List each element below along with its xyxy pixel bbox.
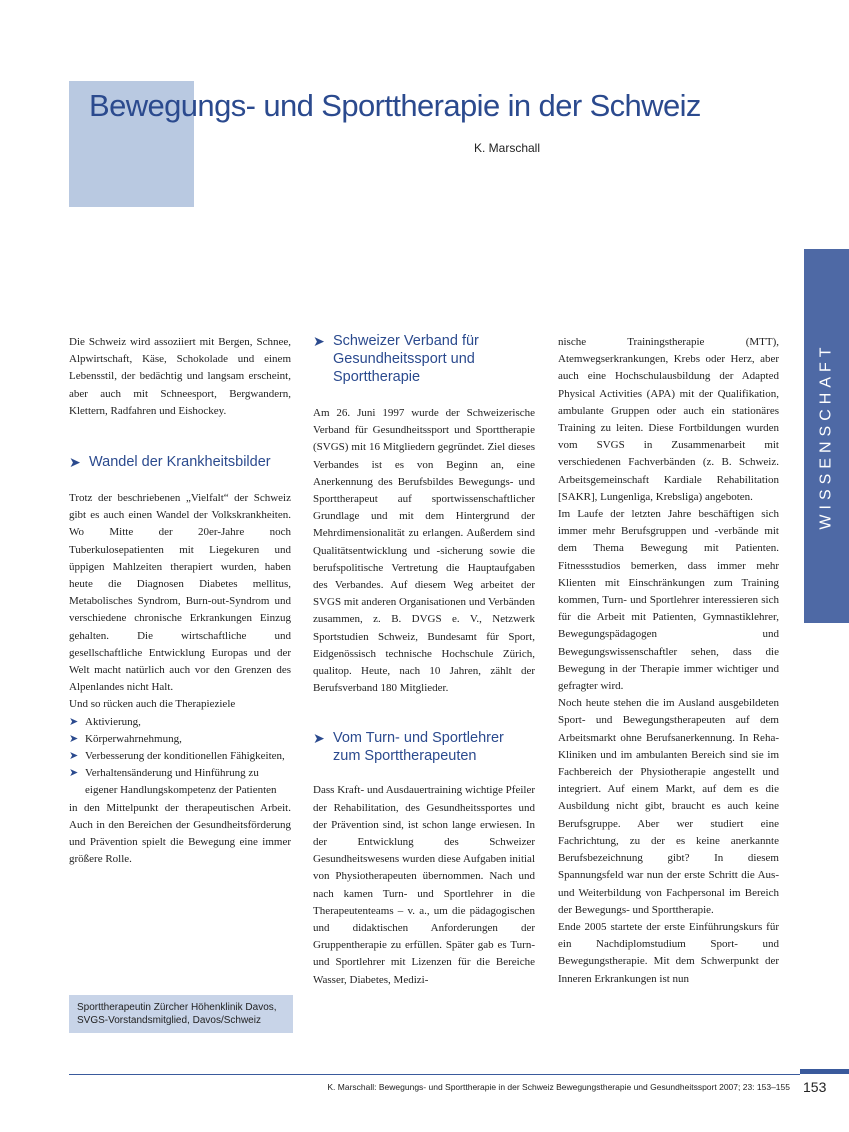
author-affiliation-box	[69, 995, 293, 1033]
section-heading-verband	[313, 332, 535, 386]
section-heading-turnlehrer	[313, 729, 535, 765]
footer-rule	[69, 1074, 800, 1075]
arrow-bullet-icon: ➤	[69, 732, 79, 745]
body-paragraph: Ende 2005 startete der erste Einführungskurs für ein Nachdiplomstudium Sport- und Bewegungstherapie. Mit dem Schwerpunkt der Inneren Erkrankungen ist nun	[558, 920, 779, 985]
column-1	[69, 334, 291, 868]
page-number-bar	[800, 1069, 849, 1074]
affiliation-line: Sporttherapeutin Zürcher Höhenklinik Davos,	[77, 1002, 277, 1013]
body-paragraph: in den Mittelpunkt der therapeutischen Arbeit. Auch in den Bereichen der Gesundheitsförderung und Prävention spielt die Bewegung eine immer größere Rolle.	[69, 801, 291, 866]
body-paragraph: Noch heute stehen die im Ausland ausgebildeten Sport- und Bewegungstherapeuten auf dem Arbeitsmarkt ohne Berufsanerkennung. In Reha-Kliniken und im ambulanten Bereich sind sie im Fachbereich der Physiotherapie angestellt und integriert. Auf einem Markt, auf dem es die Ausbildung nicht gibt, braucht es auch keine Berufsgruppe. Aber wer studiert eine Fachrichtung, zu der es keine anerkannte Berufsbezeichnung gibt? In diesem Spannungsfeld war nun der erste Schritt die Aus- und Weiterbildung von Fachpersonal im Bereich der Bewegungs- und Sporttherapie.	[558, 697, 779, 916]
arrow-bullet-icon: ➤	[313, 730, 325, 747]
list-item: ➤ Körperwahrnehmung,	[69, 731, 291, 748]
author-name: K. Marschall	[474, 141, 541, 155]
footer-citation: K. Marschall: Bewegungs- und Sporttherapie in der Schweiz Bewegungstherapie und Gesundheitssport 2007; 23: 153–155	[327, 1082, 790, 1092]
column-3	[558, 334, 779, 988]
section-heading-wandel	[69, 453, 291, 471]
arrow-bullet-icon: ➤	[313, 333, 325, 349]
list-item: ➤ Aktivierung,	[69, 714, 291, 731]
page-number: 153	[803, 1079, 827, 1095]
body-paragraph: Dass Kraft- und Ausdauertraining wichtige Pfeiler der Rehabilitation, des Gesundheitssportes und der Prävention sind, ist schon lange erwiesen. In der Entwicklung des Schweizer Gesundheitswesens wurden diese Aufgaben initial von Physiotherapeuten übernommen. Nach und nach kamen Turn- und Sportlehrer in die Therapeutenteams – v. a., um die pädagogischen und didaktischen Anforderungen der Gruppentherapie zu erfüllen. Später gab es Turn- und Sportlehrer mit Lizenzen für die Bereiche Wasser, Diabetes, Medizi-	[313, 784, 535, 986]
list-item: ➤ Verhaltensänderung und Hinführung zu eigener Handlungskompetenz der Patienten	[69, 767, 277, 797]
therapy-goals-list	[69, 714, 291, 800]
section-side-tab	[804, 249, 849, 623]
arrow-bullet-icon: ➤	[69, 750, 79, 763]
side-tab-label: WISSENSCHAFT	[817, 342, 835, 530]
body-paragraph: Im Laufe der letzten Jahre beschäftigen sich immer mehr Berufsgruppen und -verbände mit dem Thema Bewegung mit Patienten. Fitnessstudios bemerken, dass immer mehr Klienten mit Einschränkungen zum Training kommen, Turn- und Sportlehrer interessieren sich für die Arbeit mit Patienten, Gymnastiklehrer, Bewegungspädagogen und Bewegungswissenschaftler sehen, dass die Bewegung in der Therapie immer wichtiger und gefragter wird.	[558, 508, 779, 693]
body-paragraph: nische Trainingstherapie (MTT), Atemwegserkrankungen, Krebs oder Herz, aber auch eine Hochschulausbildung der Adapted Physical Activities (APA) mit der Qualifikation, ambulante Gruppen oder auch ein stationäres Training zu leiten. Diese Fortbildungen wurden vom SVGS in Zusammenarbeit mit verschiedenen Fachverbänden (z. B. Schweiz. Arbeitsgemeinschaft Kardiale Rehabilitation [SAKR], Lungenliga, Krebsliga) angeboten.	[558, 336, 779, 503]
column-2	[313, 332, 535, 989]
body-paragraph: Am 26. Juni 1997 wurde der Schweizerische Verband für Gesundheitssport und Sporttherapie (SVGS) mit 16 Mitgliedern gegründet. Ziel dieses Verbandes ist es von Beginn an, eine Anerkennung des Berufsbildes Bewegungs- und Sporttherapeut auf sportwissenschaftlicher Grundlage und mit dem Hintergrund der Mehrdimensionalität zu erlangen. Außerdem sind Qualitätsentwicklung und -sicherung sowie die berufspolitische Vertretung die Hauptaufgaben des Verbandes. Auf diesem Weg arbeitet der SVGS mit anderen Organisationen und Verbänden zusammen, z. B. DVGS e. V., Netzwerk Sportstudien Schweiz, Bundesamt für Sport, Eidgenössisch technische Hochschule Zürich, qualitop. Heute, nach 10 Jahren, zählt der Berufsverband 180 Mitglieder.	[313, 407, 535, 695]
list-item: ➤ Verbesserung der konditionellen Fähigkeiten,	[69, 748, 291, 765]
arrow-bullet-icon: ➤	[69, 454, 81, 471]
article-title: Bewegungs- und Sporttherapie in der Schweiz	[89, 88, 701, 123]
section-heading-text: Vom Turn- und Sportlehrer zum Sporttherapeuten	[333, 730, 504, 765]
section-heading-text: Wandel der Krankheitsbilder	[89, 454, 271, 471]
affiliation-line: SVGS-Vorstandsmitglied, Davos/Schweiz	[77, 1015, 261, 1026]
arrow-bullet-icon: ➤	[69, 767, 79, 780]
section-heading-text: Schweizer Verband für Gesundheitssport und Sporttherapie	[333, 333, 479, 385]
arrow-bullet-icon: ➤	[69, 715, 79, 728]
body-paragraph: Trotz der beschriebenen „Vielfalt“ der Schweiz gibt es auch einen Wandel der Volkskrankheiten. Wo Mitte der 20er-Jahre noch Tuberkulosepatienten mit Liegekuren und üppigen Mahlzeiten therapiert wurden, haben heute die Diagnosen Diabetes mellitus, Metabolisches Syndrom, Burn-out-Syndrom und verschiedene chronische Erkrankungen Einzug gehalten. Die wirtschaftliche und gesellschaftliche Entwicklung Europas und der Welt macht natürlich auch vor den Grenzen des Alpenlandes nicht Halt.	[69, 492, 291, 694]
list-intro: Und so rücken auch die Therapieziele	[69, 698, 236, 711]
intro-paragraph: Die Schweiz wird assoziiert mit Bergen, Schnee, Alpwirtschaft, Käse, Schokolade und einem Lebensstil, der bedächtig und langsam erscheint, aber auch mit Schneesport, Bergwandern, Klettern, Radfahren und Eishockey.	[69, 336, 291, 417]
